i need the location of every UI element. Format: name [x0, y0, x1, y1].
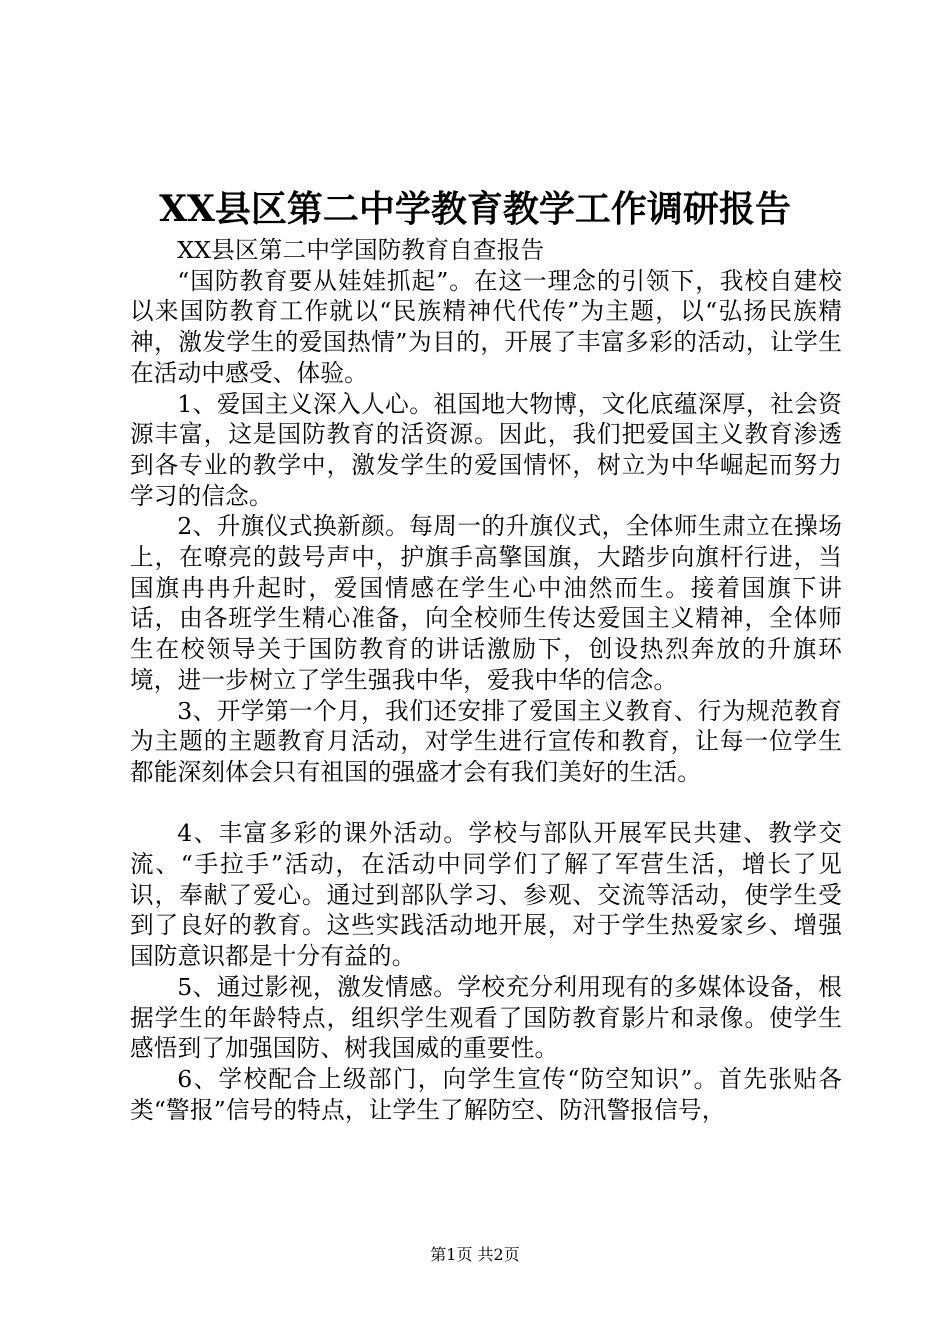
document-body — [130, 235, 842, 1125]
paragraph-subtitle: XX县区第二中学国防教育自查报告 — [177, 236, 545, 264]
document-title: XX县区第二中学教育教学工作调研报告 — [159, 188, 791, 230]
paragraph-item-3: 3、开学第一个月，我们还安排了爱国主义教育、行为规范教育为主题的主题教育月活动，对学生进行宣传和教育，让每一位学生都能深刻体会只有祖国的强盛才会有我们美好的生活。 — [130, 696, 842, 786]
paragraph-item-5: 5、通过影视，激发情感。学校充分利用现有的多媒体设备，根据学生的年龄特点，组织学生观看了国防教育影片和录像。使学生感悟到了加强国防、树我国威的重要性。 — [130, 972, 842, 1063]
paragraph-intro: “国防教育要从娃娃抓起”。在这一理念的引领下，我校自建校以来国防教育工作就以“民族精神代代传”为主题，以“弘扬民族精神，激发学生的爱国热情”为目的，开展了丰富多彩的活动，让学生在活动中感受、体验。 — [130, 266, 842, 387]
paragraph-item-1: 1、爱国主义深入人心。祖国地大物博，文化底蕴深厚，社会资源丰富，这是国防教育的活资源。因此，我们把爱国主义教育渗透到各专业的教学中，激发学生的爱国情怀，树立为中华崛起而努力学习的信念。 — [130, 389, 842, 510]
paragraph-item-6: 6、学校配合上级部门，向学生宣传“防空知识”。首先张贴各类“警报”信号的特点，让学生了解防空、防汛警报信号， — [130, 1064, 842, 1124]
paragraph-item-4: 4、丰富多彩的课外活动。学校与部队开展军民共建、教学交流、“手拉手”活动，在活动中同学们了解了军营生活，增长了见识，奉献了爱心。通过到部队学习、参观、交流等活动，使学生受到了良好的教育。这些实践活动地开展，对于学生热爱家乡、增强国防意识都是十分有益的。 — [130, 819, 842, 971]
paragraph-item-2: 2、升旗仪式换新颜。每周一的升旗仪式，全体师生肃立在操场上，在嘹亮的鼓号声中，护旗手高擎国旗，大踏步向旗杆行进，当国旗冉冉升起时，爱国情感在学生心中油然而生。接着国旗下讲话，由各班学生精心准备，向全校师生传达爱国主义精神，全体师生在校领导关于国防教育的讲话激励下，创设热烈奔放的升旗环境，进一步树立了学生强我中华，爱我中华的信念。 — [130, 512, 842, 694]
page-footer: 第1页 共2页 — [430, 1245, 520, 1264]
